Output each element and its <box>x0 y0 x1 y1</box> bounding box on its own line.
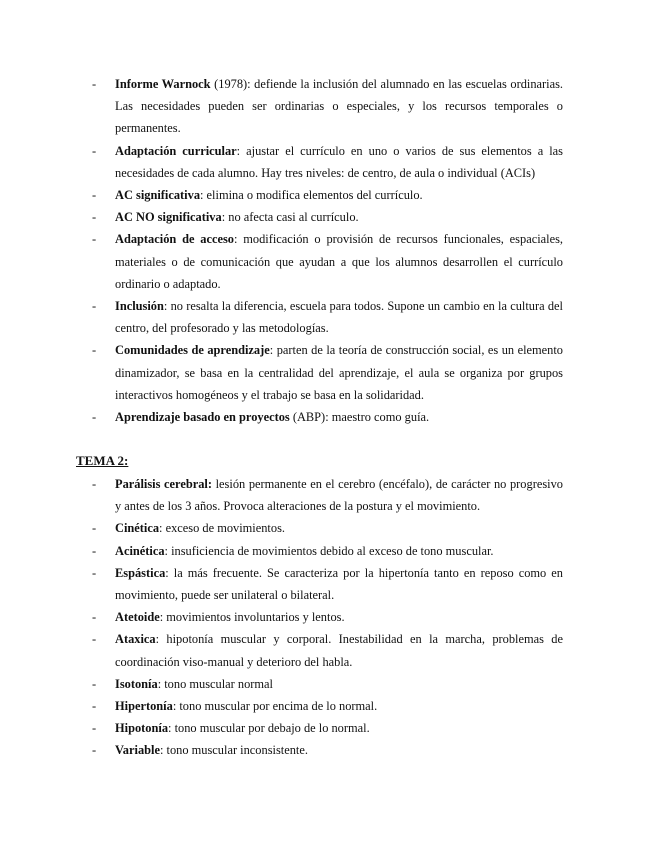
bullet-dash: - <box>92 721 97 736</box>
bullet-dash: - <box>92 210 97 225</box>
definition: : parten de la teoría de construcción social, es un elemento dinamizador, se basa en la centralidad del aprendizaje, el aula se organiza por grupos interactivos homogéneos y el trabajo se basa en la solidaridad. <box>115 343 563 402</box>
definition: lesión permanente en el cerebro (encéfalo), de carácter no progresivo y antes de los 3 años. Provoca alteraciones de la postura y el movimiento. <box>115 477 563 514</box>
bullet-list-tema-2 <box>0 473 655 762</box>
list-item <box>0 562 655 606</box>
list-item <box>0 540 655 562</box>
term: Hipertonía <box>115 699 173 714</box>
term: Adaptación curricular <box>115 143 237 158</box>
definition: : movimientos involuntarios y lentos. <box>159 610 345 625</box>
definition: : hipotonía muscular y corporal. Inestabilidad en la marcha, problemas de coordinación viso-manual y deterioro del habla. <box>115 632 563 669</box>
bullet-dash: - <box>92 699 97 714</box>
definition: : elimina o modifica elementos del currículo. <box>200 188 423 203</box>
definition: : exceso de movimientos. <box>159 521 285 536</box>
term: AC NO significativa <box>115 210 222 225</box>
term: Aprendizaje basado en proyectos <box>115 410 290 425</box>
bullet-dash: - <box>92 299 97 314</box>
definition: (ABP): maestro como guía. <box>289 410 430 425</box>
term: Cinética <box>115 521 160 536</box>
definition: : modificación o provisión de recursos funcionales, espaciales, materiales o de comunicación que ayudan a que los alumnos desarrollen el currículo ordinario o adaptado. <box>115 232 563 291</box>
list-item <box>0 606 655 628</box>
term: Espástica <box>115 565 166 580</box>
definition: : tono muscular inconsistente. <box>159 743 308 758</box>
term: Inclusión <box>115 299 164 314</box>
term: Hipotonía <box>115 721 169 736</box>
list-item <box>0 339 655 406</box>
list-item <box>0 140 655 184</box>
list-item <box>0 406 655 428</box>
definition: : no afecta casi al currículo. <box>221 210 359 225</box>
list-item <box>0 295 655 339</box>
bullet-dash: - <box>92 477 97 491</box>
term: Adaptación de acceso <box>115 232 234 247</box>
list-item <box>0 184 655 206</box>
list-item <box>0 717 655 739</box>
list-item <box>0 206 655 228</box>
bullet-dash: - <box>92 676 97 691</box>
definition: : la más frecuente. Se caracteriza por la hipertonía tanto en reposo como en movimiento, puede ser unilateral o bilateral. <box>115 565 563 603</box>
bullet-list-definitions <box>0 73 655 428</box>
definition: : insuficiencia de movimientos debido al exceso de tono muscular. <box>164 543 494 558</box>
definition: : no resalta la diferencia, escuela para todos. Supone un cambio en la cultura del centro, del profesorado y las metodologías. <box>115 299 563 336</box>
bullet-dash: - <box>92 232 97 247</box>
term: Variable <box>115 743 160 758</box>
term: Ataxica <box>115 632 156 647</box>
bullet-dash: - <box>92 543 97 558</box>
bullet-dash: - <box>92 77 97 91</box>
term: Parálisis cerebral: <box>115 477 212 491</box>
list-item <box>0 473 655 517</box>
bullet-dash: - <box>92 632 97 647</box>
bullet-dash: - <box>92 565 97 580</box>
definition: : tono muscular por encima de lo normal. <box>172 699 378 714</box>
bullet-dash: - <box>92 743 97 758</box>
bullet-dash: - <box>92 188 97 203</box>
term: Comunidades de aprendizaje <box>115 343 270 358</box>
definition: (1978): defiende la inclusión del alumnado en las escuelas ordinarias. Las necesidades pueden ser ordinarias o especiales, y los recursos temporales o permanentes. <box>115 77 564 136</box>
bullet-dash: - <box>92 610 97 625</box>
term: Isotonía <box>115 676 158 691</box>
list-item <box>0 739 655 761</box>
list-item <box>0 673 655 695</box>
term: Informe Warnock <box>115 77 211 91</box>
term: Acinética <box>115 543 165 558</box>
list-item <box>0 228 655 295</box>
list-item <box>0 695 655 717</box>
term: AC significativa <box>115 188 201 203</box>
term: Atetoide <box>115 610 160 625</box>
section-heading: TEMA 2: <box>76 453 129 468</box>
bullet-dash: - <box>92 343 97 358</box>
definition: : tono muscular por debajo de lo normal. <box>168 721 370 736</box>
definition: : tono muscular normal <box>157 676 273 691</box>
bullet-dash: - <box>92 143 97 158</box>
bullet-dash: - <box>92 521 97 536</box>
list-item <box>0 517 655 539</box>
bullet-dash: - <box>92 410 97 425</box>
list-item <box>0 73 655 140</box>
definition: : ajustar el currículo en uno o varios de sus elementos a las necesidades de cada alumno. Hay tres niveles: de centro, de aula o individual (ACIs) <box>115 143 563 180</box>
list-item <box>0 628 655 672</box>
